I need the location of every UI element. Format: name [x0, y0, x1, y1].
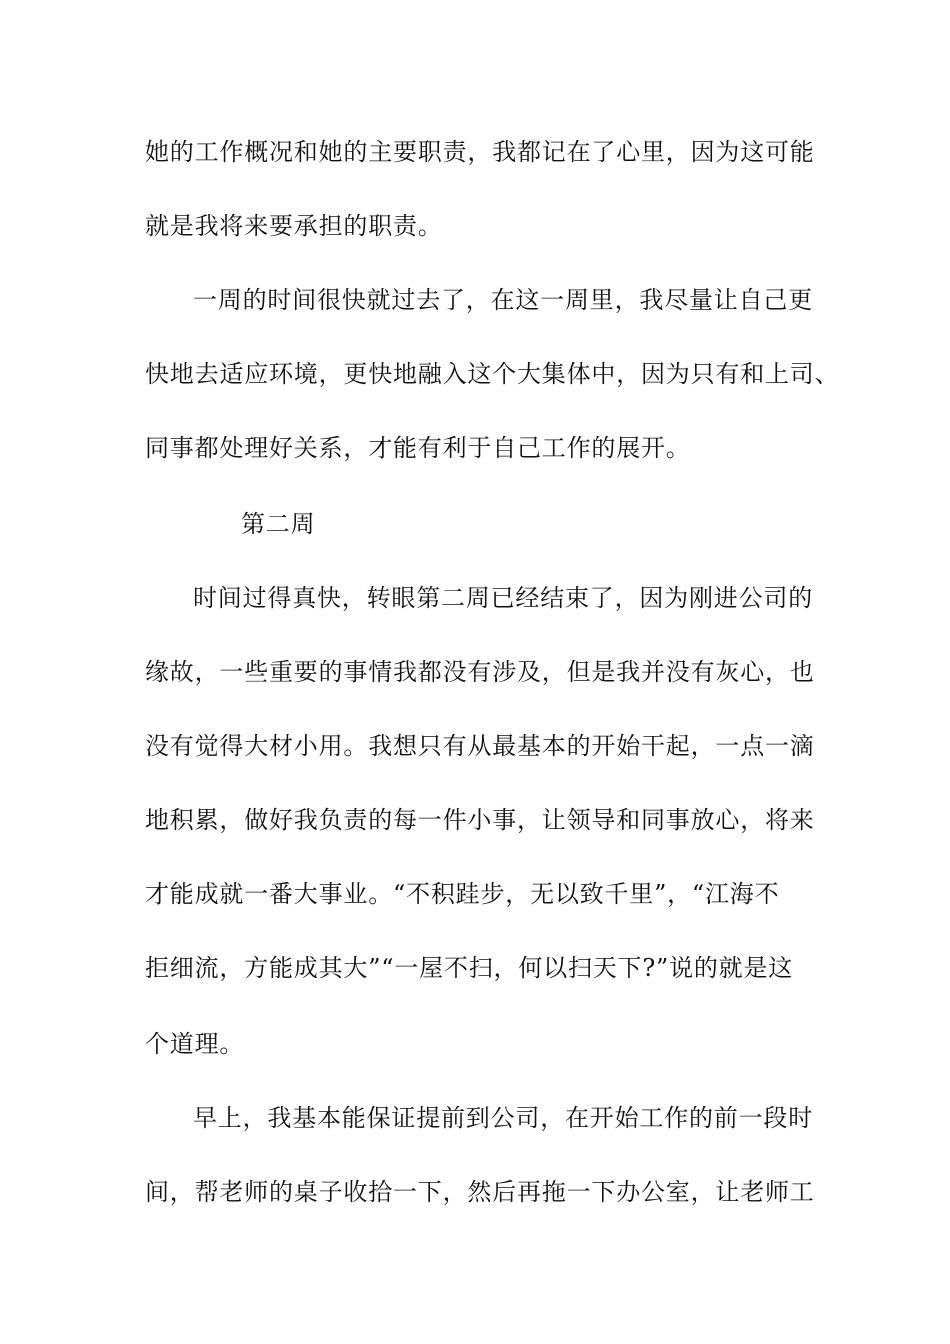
text-line: 缘故，一些重要的事情我都没有涉及，但是我并没有灰心，也 — [145, 658, 815, 686]
text-line: 间，帮老师的桌子收拾一下，然后再拖一下办公室，让老师工 — [145, 1178, 815, 1206]
text-line: 她的工作概况和她的主要职责，我都记在了心里，因为这可能 — [145, 138, 815, 166]
text-line: 拒细流，方能成其大”“一屋不扫，何以扫天下?”说的就是这 — [145, 954, 794, 982]
text-line: 同事都处理好关系，才能有利于自己工作的展开。 — [145, 434, 691, 462]
section-heading: 第二周 — [241, 510, 316, 538]
text-line: 才能成就一番大事业。“不积跬步，无以致千里”，“江海不 — [145, 880, 780, 908]
text-line: 地积累，做好我负责的每一件小事，让领导和同事放心，将来 — [145, 806, 815, 834]
text-line: 个道理。 — [145, 1030, 245, 1058]
text-line: 时间过得真快，转眼第二周已经结束了，因为刚进公司的 — [193, 584, 813, 612]
text-line: 就是我将来要承担的职责。 — [145, 212, 443, 240]
text-line: 一周的时间很快就过去了，在这一周里，我尽量让自己更 — [193, 286, 813, 314]
text-line: 早上，我基本能保证提前到公司，在开始工作的前一段时 — [193, 1104, 813, 1132]
text-line: 快地去适应环境，更快地融入这个大集体中，因为只有和上司、 — [145, 360, 840, 388]
text-line: 没有觉得大材小用。我想只有从最基本的开始干起，一点一滴 — [145, 732, 815, 760]
